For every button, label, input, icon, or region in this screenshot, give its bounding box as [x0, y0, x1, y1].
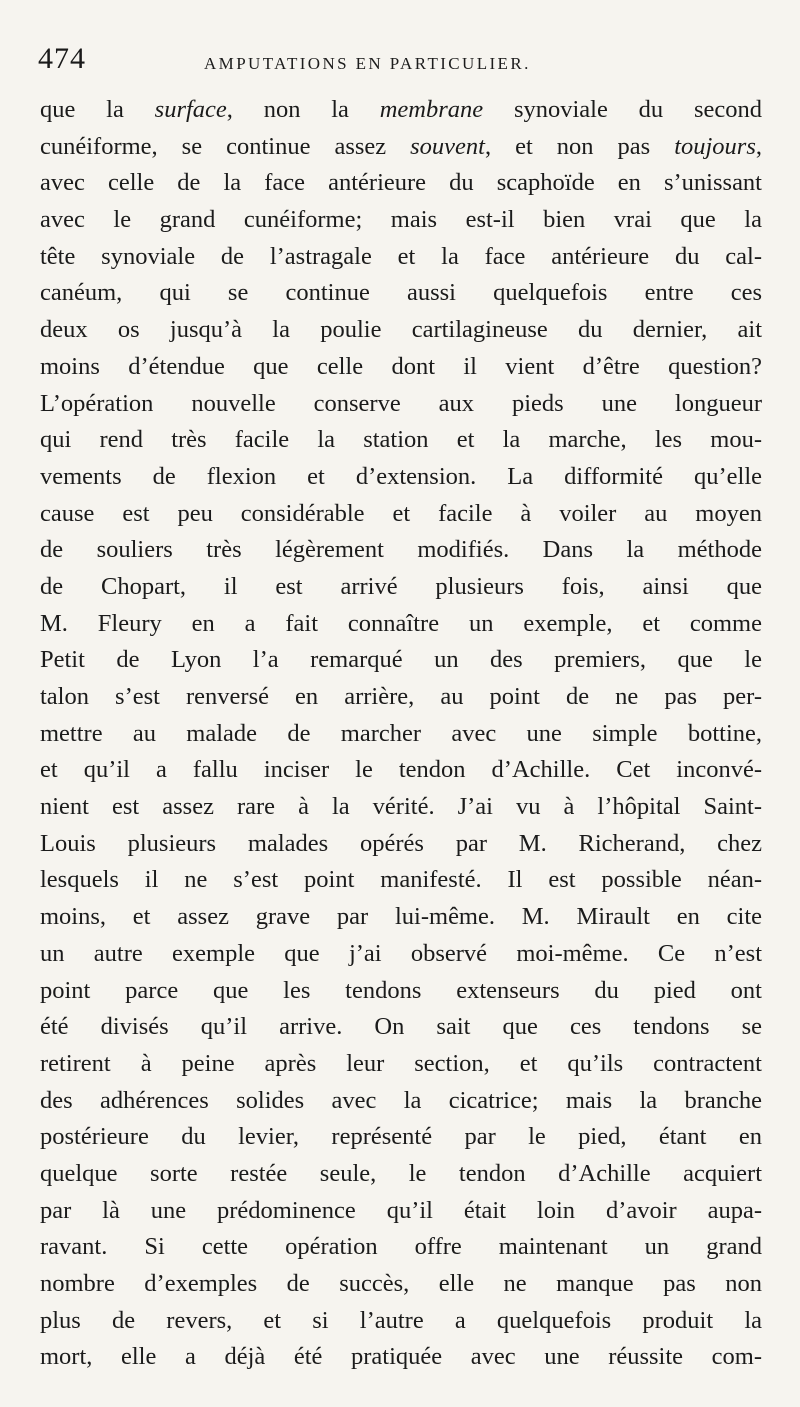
text-line: [40, 1156, 762, 1193]
text-line: [40, 422, 762, 459]
text-segment: Petit de Lyon l’a remarqué un des premiers, que le: [40, 646, 762, 674]
text-segment: de souliers très légèrement modifiés. Dans la méthode: [40, 536, 762, 564]
text-segment: vements de flexion et d’extension. La difformité qu’elle: [40, 462, 762, 490]
text-segment: mettre au malade de marcher avec une simple bottine,: [40, 719, 762, 747]
text-segment: moins d’étendue que celle dont il vient d’être question?: [40, 352, 762, 380]
text-line: [40, 92, 762, 129]
text-line: [40, 129, 762, 166]
text-line: [40, 826, 762, 863]
text-line: [40, 1266, 762, 1303]
text-segment: nombre d’exemples de succès, elle ne manque pas non: [40, 1270, 762, 1297]
text-line: [40, 899, 762, 936]
text-segment: et qu’il a fallu inciser le tendon d’Achille. Cet inconvé-: [40, 756, 762, 784]
text-line: [40, 1046, 762, 1083]
text-segment: synoviale du second: [483, 96, 762, 123]
text-segment: talon s’est renversé en arrière, au point de ne pas per-: [40, 683, 762, 710]
text-segment: deux os jusqu’à la poulie cartilagineuse du dernier, ait: [40, 316, 762, 344]
text-line: [40, 1009, 762, 1046]
text-line: [40, 1303, 762, 1340]
text-segment: , non la: [226, 96, 380, 123]
text-line: [40, 642, 762, 679]
text-segment: plus de revers, et si l’autre a quelquefois produit la: [40, 1306, 762, 1334]
italic-segment: surface: [154, 96, 227, 123]
text-line: [40, 973, 762, 1010]
text-segment: moins, et assez grave par lui-même. M. Mirault en cite: [40, 903, 762, 931]
text-line: [40, 569, 762, 606]
text-segment: nient est assez rare à la vérité. J’ai vu à l’hôpital Saint-: [40, 793, 762, 821]
italic-segment: souvent: [410, 132, 485, 160]
text-segment: été divisés qu’il arrive. On sait que ces tendons se: [40, 1013, 762, 1041]
text-line: [40, 386, 762, 423]
text-line: [40, 752, 762, 789]
text-line: [40, 202, 762, 239]
text-line: [40, 1119, 762, 1156]
text-segment: tête synoviale de l’astragale et la face antérieure du cal-: [40, 242, 762, 270]
text-line: [40, 1083, 762, 1120]
text-segment: avec celle de la face antérieure du scaphoïde en s’unissant: [40, 169, 762, 197]
text-line: [40, 1193, 762, 1230]
text-segment: que la: [40, 96, 155, 123]
text-line: [40, 459, 762, 496]
text-line: [40, 165, 762, 202]
text-line: [40, 275, 762, 312]
text-segment: retirent à peine après leur section, et qu’ils contractent: [40, 1049, 762, 1077]
text-segment: lesquels il ne s’est point manifesté. Il est possible néan-: [40, 866, 762, 894]
text-line: [40, 496, 762, 533]
text-segment: M. Fleury en a fait connaître un exemple, et comme: [40, 609, 762, 637]
text-segment: Louis plusieurs malades opérés par M. Richerand, chez: [40, 829, 762, 857]
text-segment: postérieure du levier, représenté par le pied, étant en: [40, 1123, 762, 1151]
text-segment: mort, elle a déjà été pratiquée avec une réussite com-: [40, 1343, 762, 1371]
text-line: [40, 532, 762, 569]
text-segment: quelque sorte restée seule, le tendon d’Achille acquiert: [40, 1159, 762, 1187]
text-line: [40, 862, 762, 899]
text-segment: ravant. Si cette opération offre maintenant un grand: [40, 1233, 762, 1261]
text-segment: cause est peu considérable et facile à voiler au moyen: [40, 499, 762, 527]
text-line: [40, 349, 762, 386]
text-segment: canéum, qui se continue aussi quelquefois entre ces: [40, 279, 762, 307]
text-segment: de Chopart, il est arrivé plusieurs fois, ainsi que: [40, 572, 762, 600]
text-line: [40, 312, 762, 349]
running-head: AMPUTATIONS EN PARTICULIER.: [204, 54, 531, 73]
text-line: [40, 1339, 762, 1376]
text-line: [40, 679, 762, 716]
italic-segment: membrane: [379, 96, 484, 123]
body-text: [40, 92, 762, 1376]
text-segment: , et non pas: [484, 132, 675, 160]
text-segment: point parce que les tendons extenseurs du pied ont: [40, 976, 762, 1004]
text-line: [40, 1229, 762, 1266]
text-line: [40, 936, 762, 973]
page-header: [38, 42, 768, 82]
italic-segment: toujours: [674, 132, 756, 160]
text-segment: avec le grand cunéiforme; mais est-il bien vrai que la: [40, 206, 762, 234]
text-segment: des adhérences solides avec la cicatrice; mais la branche: [40, 1086, 762, 1114]
text-line: [40, 716, 762, 753]
text-segment: par là une prédominence qu’il était loin d’avoir aupa-: [40, 1196, 762, 1224]
text-line: [40, 239, 762, 276]
text-segment: un autre exemple que j’ai observé moi-même. Ce n’est: [40, 939, 762, 967]
page-number: 474: [38, 42, 86, 75]
text-segment: cunéiforme, se continue assez: [40, 132, 411, 160]
text-line: [40, 789, 762, 826]
text-line: [40, 606, 762, 643]
text-segment: L’opération nouvelle conserve aux pieds une longueur: [40, 389, 762, 417]
text-segment: ,: [755, 132, 762, 160]
text-segment: qui rend très facile la station et la marche, les mou-: [40, 426, 762, 454]
